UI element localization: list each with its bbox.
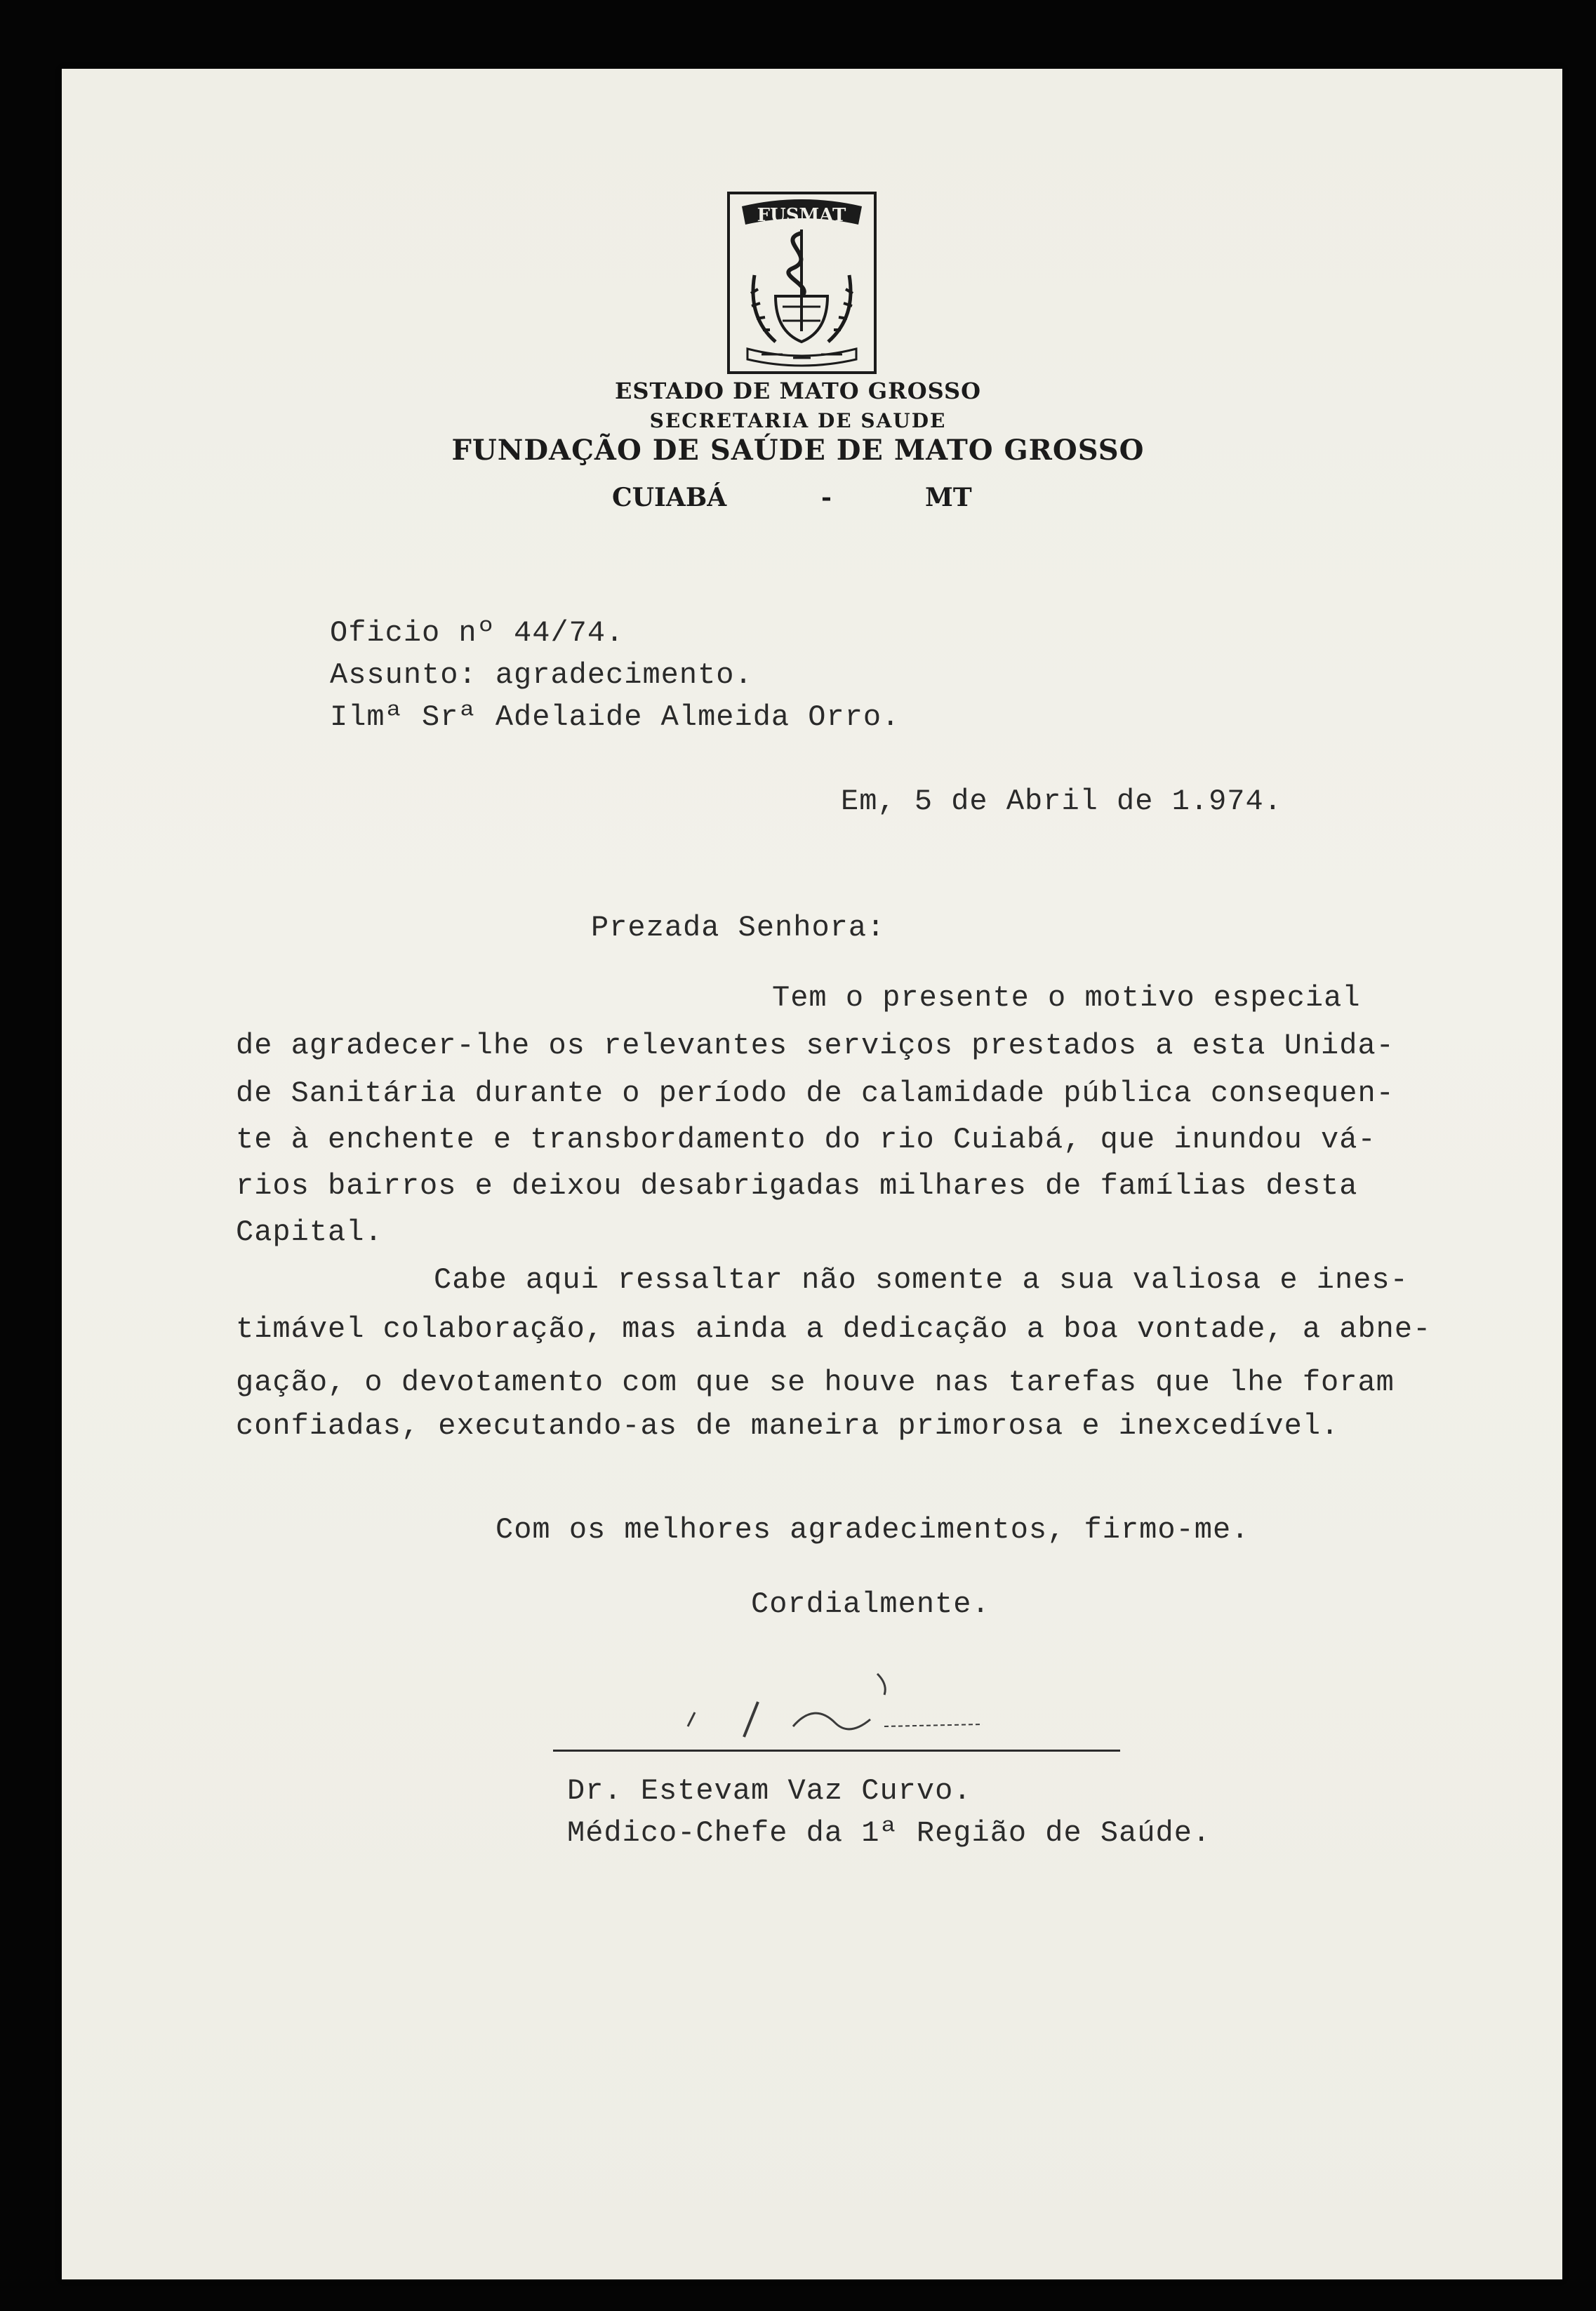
body-line: de Sanitária durante o período de calamidade pública consequen-: [236, 1077, 1395, 1110]
signatory-name: Dr. Estevam Vaz Curvo.: [567, 1774, 972, 1808]
letterhead-state: ESTADO DE MATO GROSSO: [615, 378, 981, 404]
body-line: timável colaboração, mas ainda a dedicação a boa vontade, a abne-: [236, 1312, 1432, 1346]
date-line: Em, 5 de Abril de 1.974.: [841, 785, 1282, 818]
fusmat-crest-logo: [726, 191, 877, 375]
body-line: de agradecer-lhe os relevantes serviços prestados a esta Unida-: [236, 1029, 1395, 1063]
letterhead-uf: MT: [925, 483, 972, 512]
body-line: Capital.: [236, 1216, 383, 1249]
svg-text:FUSMAT: FUSMAT: [757, 205, 846, 226]
letterhead-separator: -: [821, 483, 832, 512]
handwritten-signature: [674, 1660, 997, 1751]
signatory-title: Médico-Chefe da 1ª Região de Saúde.: [567, 1816, 1211, 1850]
salutation: Prezada Senhora:: [591, 911, 886, 945]
subject-line: Assunto: agradecimento.: [330, 658, 753, 692]
letterhead-city: CUIABÁ: [612, 483, 727, 512]
closing-line: Com os melhores agradecimentos, firmo-me.: [496, 1513, 1250, 1547]
signature-line: [553, 1750, 1120, 1752]
body-line: te à enchente e transbordamento do rio Cuiabá, que inundou vá-: [236, 1123, 1376, 1157]
body-line: gação, o devotamento com que se houve nas tarefas que lhe foram: [236, 1366, 1395, 1399]
oficio-number: Oficio nº 44/74.: [330, 616, 625, 650]
body-line: Tem o presente o motivo especial: [772, 981, 1361, 1015]
letterhead-department: SECRETARIA DE SAUDE: [649, 409, 947, 432]
letterhead-foundation: FUNDAÇÃO DE SAÚDE DE MATO GROSSO: [451, 434, 1145, 467]
body-line: rios bairros e deixou desabrigadas milhares de famílias desta: [236, 1169, 1358, 1203]
recipient-line: Ilmª Srª Adelaide Almeida Orro.: [330, 700, 900, 734]
valediction: Cordialmente.: [751, 1587, 990, 1621]
body-line: Cabe aqui ressaltar não somente a sua valiosa e ines-: [434, 1263, 1409, 1297]
body-line: confiadas, executando-as de maneira primorosa e inexcedível.: [236, 1409, 1340, 1443]
